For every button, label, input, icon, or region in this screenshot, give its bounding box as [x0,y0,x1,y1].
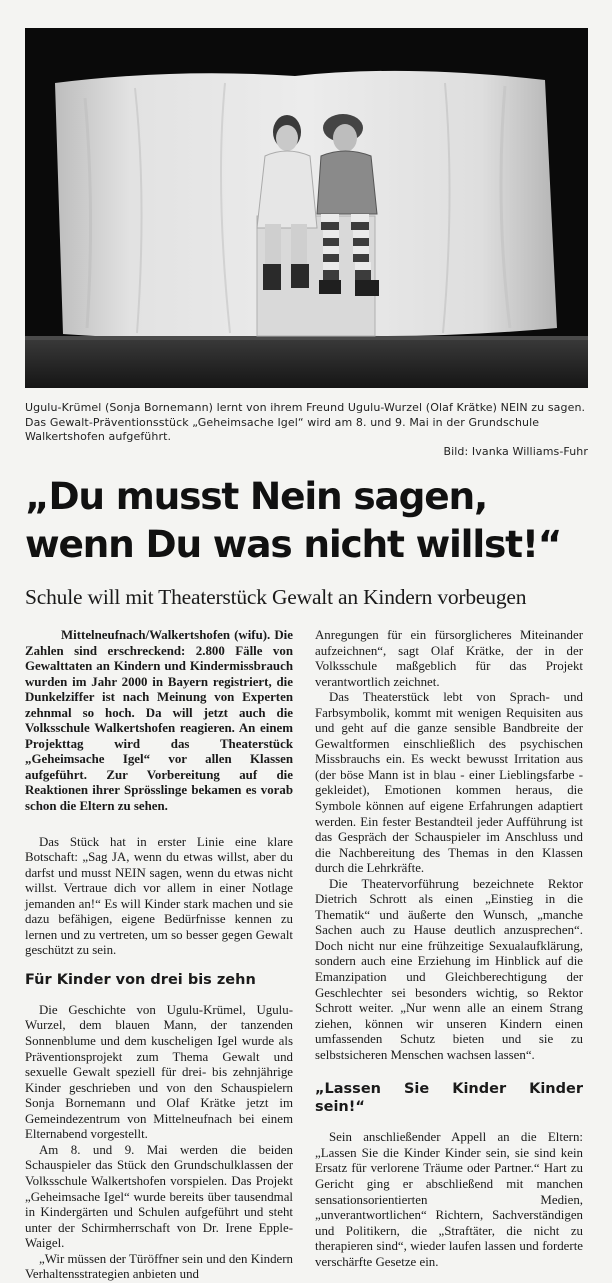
lead-paragraph [25,628,293,815]
photo-caption [25,401,588,459]
paragraph: Am 8. und 9. Mai werden die beiden Schauspieler das Stück den Grundschulklassen der Volksschule Walkertshofen vorspielen. Das Projekt „Geheimsache Igel“ wurde bereits über tausendmal in Kindergärten und Schulen aufgeführt und steht unter der Schirmherrschaft von Dr. Irene Epple-Waigel. [25,1142,293,1251]
caption-text: Ugulu-Krümel (Sonja Bornemann) lernt von ihrem Freund Ugulu-Wurzel (Olaf Krätke) NEIN zu sagen. Das Gewalt-Präventionsstück „Geheimsache Igel“ wird am 8. und 9. Mai in der Grundschule Walkertshofen aufgeführt. [25,401,586,443]
dateline: Mittelneufnach/Walkertshofen (wifu). [61,628,271,642]
paragraph: Anregungen für ein fürsorglicheres Miteinander aufzeichnen“, sagt Olaf Krätke, der in der Volksschule maßgeblich für das Projekt verantwortlich zeichnet. [315,628,583,689]
section-heading: Für Kinder von drei bis zehn [25,971,256,988]
headline-line-1: „Du musst Nein sagen, [25,474,487,518]
article-column-left [25,628,293,1283]
paragraph: Das Stück hat in erster Linie eine klare Botschaft: „Sag JA, wenn du etwas willst, aber du darfst und musst NEIN sagen, wenn du etwas nicht willst. Vertraue dich vor allem in einer Notlage jemanden an!“ Es will Kinder stark machen und sie dazu befähigen, eigene Bedürfnisse kennen zu lernen und zu vertreten, um so besser gegen Gewalt geschützt zu sein. [25,834,293,958]
headline-line-2: wenn Du was nicht willst!“ [25,522,562,566]
lead-text: Die Zahlen sind erschreckend: 2.800 Fälle von Gewalttaten an Kindern und Kindermissbrauch wurden im Jahr 2000 in Bayern registriert, die Dunkelziffer ist nach Meinung von Experten zehnmal so hoch. Da will jetzt auch die Volksschule Walkertshofen reagieren. An einem Projekttag wird das Theaterstück „Geheimsache Igel“ vor allen Klassen aufgeführt. Zur Vorbereitung auf die Reaktionen ihrer Sprösslinge bekamen es vorab schon die Eltern zu sehen. [25,628,293,814]
article-subhead: Schule will mit Theaterstück Gewalt an Kindern vorbeugen [25,585,527,609]
paragraph: „Wir müssen der Türöffner sein und den Kindern Verhaltensstrategien anbieten und [25,1251,293,1282]
stage-photo-illustration [25,28,588,388]
paragraph: Die Theatervorführung bezeichnete Rektor Dietrich Schrott als einen „Einstieg in die Thematik“ und äußerte den Wunsch, „manche Sachen auch zu Hause deutlich anzusprechen“. Doch nicht nur eine frühzeitige Sexualaufklärung, sondern auch eine Erziehung im Hinblick auf die Emanzipation und Gleichberechtigung der Geschlechter sei besonders wichtig, so Rektor Schrott weiter. „Nur wenn alle an einem Strang ziehen, können wir unseren Kindern einen umfassenden Schutz bieten und sie zu selbstsicheren Menschen wachsen lassen“. [315,876,583,1062]
section-heading: „Lassen Sie Kinder Kinder sein!“ [315,1081,583,1116]
paragraph: Sein anschließender Appell an die Eltern: „Lassen Sie die Kinder Kinder sein, sie sind kein Ersatz für verlorene Träume oder Partner.“ Hart zu Gericht ging er abschließend mit manchen sensationsorientierten Medien, „unverantwortlichen“ Richtern, Sachverständigen und Politikern, die „Straftäter, die nicht zu therapieren sind“, wieder laufen lassen und forderte verschärfte Gesetze ein. [315,1130,583,1269]
article-headline [25,472,600,568]
paragraph: Die Geschichte von Ugulu-Krümel, Ugulu-Wurzel, dem blauen Mann, der tanzenden Sonnenblume und dem kuscheligen Igel wurde als Präventionsprojekt zum Thema Gewalt und sexuelle Gewalt speziell für drei- bis zehnjährige Kinder geschrieben und von den Schauspielern Sonja Bornemann und Olaf Krätke jetzt im Gemeindezentrum von Mittelneufnach bei einem Elternabend vorgestellt. [25,1002,293,1142]
article-column-right [315,628,583,1270]
stage-photo [25,28,588,388]
paragraph: Das Theaterstück lebt von Sprach- und Farbsymbolik, kommt mit wenigen Requisiten aus und geht auf die ganze sensible Bandbreite der Gewaltformen einschließlich des psychischen Missbrauchs ein. Es weckt bewusst Irritation aus (der böse Mann ist in blau - einer Lieblingsfarbe - gekleidet), Emotionen kommen heraus, die Symbole können auf eigene Erfahrungen adaptiert werden. Ein fester Bestandteil jeder Aufführung ist das Gespräch der Schauspieler im Anschluss und die Nachbereitung des Themas in den Klassen durch die Lehrkräfte. [315,690,583,876]
photo-credit: Bild: Ivanka Williams-Fuhr [443,444,588,458]
